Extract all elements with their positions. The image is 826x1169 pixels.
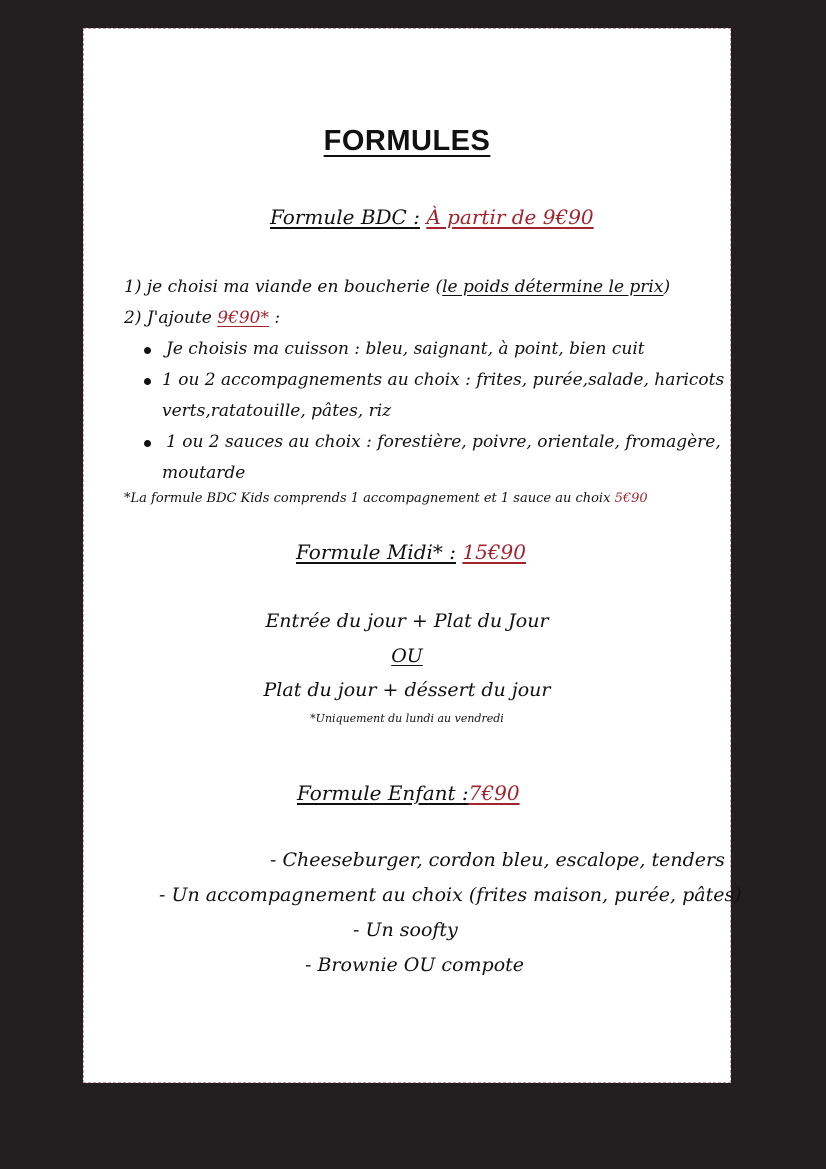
bdc-bullet-3-line-2: moutarde [162,463,246,483]
formule-midi-price: 15€90 [462,540,526,564]
midi-or [84,645,730,667]
bdc-step-2-price: 9€90* [217,308,269,328]
formule-bdc-price: À partir de 9€90 [426,205,594,229]
bdc-step-1-suffix: ) [663,277,671,297]
page-title: FORMULES [323,125,491,157]
midi-or-text: OU [391,645,423,667]
bdc-bullet-1: Je choisis ma cuisson : bleu, saignant, à point, bien cuit [166,339,645,359]
formule-midi-label: Formule Midi* : [296,540,456,564]
bdc-step-1 [124,277,670,297]
bdc-step-2-suffix: : [274,308,281,328]
bdc-step-2-prefix: 2) J'ajoute [124,308,212,328]
bdc-step-1-underlined: le poids détermine le prix [442,277,664,297]
midi-note: *Uniquement du lundi au vendredi [310,712,504,725]
enfant-item-1: - Cheeseburger, cordon bleu, escalope, tenders [270,849,725,871]
formule-bdc-label: Formule BDC : [270,205,420,229]
formule-enfant-price: 7€90 [468,781,520,805]
bdc-bullet-2-line-1: 1 ou 2 accompagnements au choix : frites, purée,salade, haricots [162,370,725,390]
bdc-step-2 [124,308,280,328]
enfant-item-3: - Un soofty [353,919,458,941]
bullet-dot [144,440,151,447]
bdc-kids-note [124,491,648,506]
midi-option-1: Entrée du jour + Plat du Jour [265,610,549,632]
formule-enfant-heading [297,781,520,805]
enfant-item-4: - Brownie OU compote [305,954,525,976]
enfant-item-2: - Un accompagnement au choix (frites maison, purée, pâtes) [159,884,742,906]
menu-page [83,28,742,1083]
bdc-kids-price: 5€90 [614,491,648,506]
bullet-dot [144,378,151,385]
formule-bdc-heading [270,205,594,229]
midi-option-2: Plat du jour + déssert du jour [263,679,551,701]
bullet-dot [144,347,151,354]
bdc-kids-note-text: *La formule BDC Kids comprends 1 accompagnement et 1 sauce au choix [124,491,611,506]
formule-midi-heading [296,540,526,564]
bdc-bullet-2-line-2: verts,ratatouille, pâtes, riz [162,401,392,421]
bdc-step-1-prefix: 1) je choisi ma viande en boucherie ( [124,277,443,297]
bdc-bullet-3-line-1: 1 ou 2 sauces au choix : forestière, poivre, orientale, fromagère, [166,432,721,452]
formule-enfant-label: Formule Enfant : [297,781,469,805]
